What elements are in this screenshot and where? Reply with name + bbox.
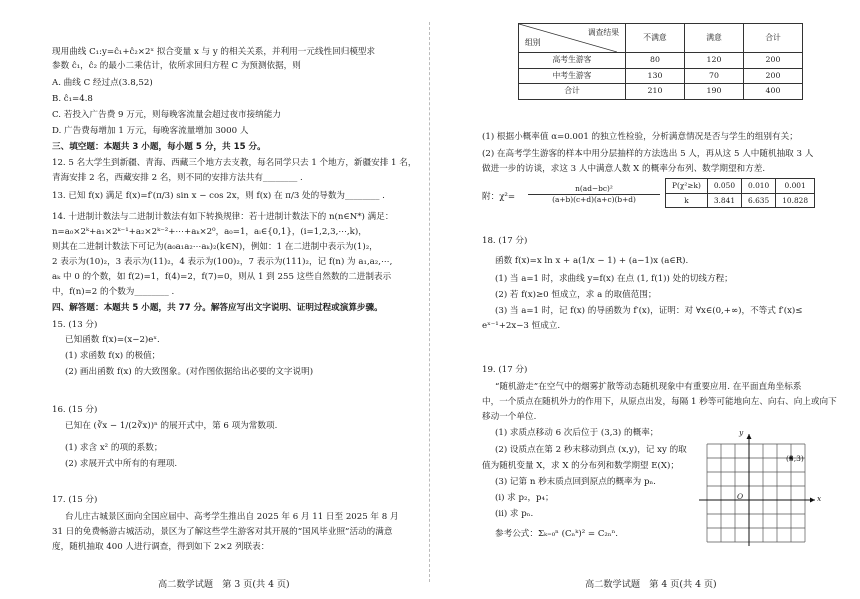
- q19-part-2: (2) 设质点在第 2 秒末移动到点 (x,y)，记 xy 的取: [495, 445, 687, 455]
- q19-part-3: (3) 记第 n 秒末质点回到原点的概率为 pₙ.: [495, 477, 656, 487]
- q18-part-1: (1) 当 a=1 时，求曲线 y=f(x) 在点 (1, f(1)) 处的切线方程；: [495, 274, 733, 284]
- table-cell: 400: [744, 84, 803, 100]
- corner-top-label: 调查结果: [587, 28, 619, 37]
- q17-text-line: 31 日的免费畅游古城活动，景区为了解这些学生游客对其开展的“国风毕业照”活动的满意: [52, 527, 393, 537]
- option-a: A. 曲线 C 经过点(3.8,52): [52, 78, 153, 88]
- x-axis-arrow: [810, 498, 815, 503]
- q18-heading: 18. (17 分): [482, 236, 528, 246]
- q13-text: 13. 已知 f(x) 满足 f(x)=f′(π/3) sin x − cos 2x，则 f(x) 在 π/3 处的导数为________ .: [52, 191, 385, 201]
- critical-value-table: [665, 178, 815, 208]
- page-4: [430, 0, 860, 599]
- option-c: C. 若投入广告费 9 万元，则每晚客流量会超过夜市接纳能力: [52, 110, 281, 120]
- table-header: 不满意: [626, 24, 685, 53]
- contingency-table: [518, 23, 803, 100]
- q17-text-line: 度，随机抽取 400 人进行调查，得到如下 2×2 列联表：: [52, 542, 270, 552]
- page-footer: 高二数学试题 第 3 页(共 4 页): [158, 579, 290, 590]
- q19-stem: 中，一个质点在随机外力的作用下，从原点出发，每隔 1 秒等可能地向左、向右、向上或向下: [482, 397, 837, 407]
- q16-part-2: (2) 求展开式中所有的有理项.: [65, 459, 178, 469]
- table-cell: 80: [626, 53, 685, 69]
- origin-label: O: [737, 492, 744, 501]
- q11-text-line: 参数 ĉ₁，ĉ₂ 的最小二乘估计，依所求回归方程 C 为预测依据，则: [52, 61, 301, 71]
- y-axis-arrow: [747, 434, 752, 439]
- option-d: D. 广告费每增加 1 万元，每晚客流量增加 3000 人: [52, 126, 249, 136]
- section-fill-in-heading: 三、填空题：本题共 3 小题，每小题 5 分，共 15 分。: [52, 142, 266, 152]
- table-cell: 中考生游客: [519, 68, 626, 84]
- table-cell: k: [666, 193, 708, 208]
- table-cell: 0.010: [742, 179, 776, 194]
- q14-text-line: n=a₀×2ᵏ+a₁×2ᵏ⁻¹+a₂×2ᵏ⁻²+⋯+aₖ×2⁰，a₀=1，aᵢ∈{0,1}，(i=1,2,3,⋯,k)，: [52, 227, 367, 237]
- table-cell: 200: [744, 53, 803, 69]
- q17-part-2: (2) 在高考学生游客的样本中用分层抽样的方法选出 5 人，再从这 5 人中随机抽取 3 人: [482, 149, 814, 159]
- q18-part-3: (3) 当 a=1 时，记 f(x) 的导函数为 f′(x)，证明：对 ∀x∈(0,+∞)，不等式 f′(x)≤: [495, 306, 803, 316]
- table-header: 合计: [744, 24, 803, 53]
- q14-text-line: 中，f(n)=2 的个数为________ .: [52, 287, 175, 297]
- q17-heading: 17. (15 分): [52, 495, 98, 505]
- table-cell: 200: [744, 68, 803, 84]
- q15-part-2: (2) 画出函数 f(x) 的大致图象。(对作图依据给出必要的文字说明): [65, 367, 314, 377]
- x-axis-label: x: [817, 494, 822, 503]
- table-row: [519, 53, 803, 69]
- table-cell: 130: [626, 68, 685, 84]
- table-cell: 210: [626, 84, 685, 100]
- q14-text-line: 2 表示为(10)₂，3 表示为(11)₂，4 表示为(100)₂，7 表示为(111)₂，记 f(n) 为 a₁,a₂,⋯,: [52, 257, 393, 267]
- table-cell: P(χ²≥k): [666, 179, 708, 194]
- formula-numerator: n(ad−bc)²: [528, 184, 660, 195]
- q17-part-1: (1) 根据小概率值 α=0.001 的独立性检验，分析满意情况是否与学生的组别有关；: [482, 132, 798, 142]
- q19-stem: “随机游走”在空气中的烟雾扩散等动态随机现象中有重要应用. 在平面直角坐标系: [495, 382, 802, 392]
- q14-text-line: 14. 十进制计数法与二进制计数法有如下转换规律：若十进制计数法下的 n(n∈N*) 满足：: [52, 212, 394, 222]
- q19-part-2-cont: 值为随机变量 X，求 X 的分布列和数学期望 E(X)；: [482, 461, 679, 471]
- table-row: [666, 179, 815, 194]
- q15-heading: 15. (13 分): [52, 320, 98, 330]
- y-axis-label: y: [739, 428, 744, 437]
- table-cell: 高考生游客: [519, 53, 626, 69]
- table-cell: 120: [685, 53, 744, 69]
- random-walk-grid: [695, 430, 820, 546]
- table-row: [519, 84, 803, 100]
- q18-stem: 函数 f(x)=x ln x + a(1/x − 1) + (a−1)x (a∈R).: [495, 256, 689, 266]
- table-cell: 10.828: [776, 193, 815, 208]
- table-corner-cell: [519, 24, 626, 53]
- table-cell: 6.635: [742, 193, 776, 208]
- q11-text-line: 现用曲线 C₁:y=ĉ₁+ĉ₂×2ˣ 拟合变量 x 与 y 的相关关系，并利用一元线性回归模型求: [52, 47, 376, 57]
- table-cell: 70: [685, 68, 744, 84]
- page-footer: 高二数学试题 第 4 页(共 4 页): [585, 579, 717, 590]
- q12-text-line: 12. 5 名大学生到新疆、青海、西藏三个地方去支教，每名同学只去 1 个地方，新疆安排 1 名，: [52, 158, 417, 168]
- table-cell: 0.001: [776, 179, 815, 194]
- chi-square-formula: [528, 184, 660, 205]
- q15-stem: 已知函数 f(x)=(x−2)eˣ.: [65, 335, 160, 345]
- q16-heading: 16. (15 分): [52, 405, 98, 415]
- option-b: B. ĉ₁=4.8: [52, 94, 93, 104]
- section-answer-heading: 四、解答题：本题共 5 小题，共 77 分。解答应写出文字说明、证明过程或演算步骤。: [52, 303, 383, 313]
- q18-part-3-cont: eˣ⁻¹+2x−3 恒成立.: [482, 321, 561, 331]
- q18-part-2: (2) 若 f(x)≥0 恒成立，求 a 的取值范围；: [495, 290, 657, 300]
- q19-part-1: (1) 求质点移动 6 次后位于 (3,3) 的概率；: [495, 428, 659, 438]
- point-label: (3,3): [786, 454, 804, 463]
- q19-part-3-i: (i) 求 p₂，p₄；: [495, 493, 554, 503]
- q14-text-line: 则其在二进制计数法下可记为(a₀a₁a₂⋯aₖ)₂(k∈N)，例如：1 在二进制中表示为(1)₂，: [52, 242, 378, 252]
- formula-denominator: (a+b)(c+d)(a+c)(b+d): [552, 195, 636, 204]
- q14-text-line: aₖ 中 0 的个数，如 f(2)=1，f(4)=2，f(7)=0，则从 1 到 255 这些自然数的二进制表示: [52, 272, 392, 282]
- q15-part-1: (1) 求函数 f(x) 的极值；: [65, 351, 161, 361]
- table-cell: 190: [685, 84, 744, 100]
- reference-formula: 参考公式：Σₖ₌₀ⁿ (Cₙᵏ)² = C₂ₙⁿ.: [495, 529, 619, 539]
- table-row: [519, 68, 803, 84]
- corner-bottom-label: 组别: [525, 38, 541, 48]
- table-cell: 合计: [519, 84, 626, 100]
- q17-text-line: 台儿庄古城景区面向全国应届中、高考学生推出自 2025 年 6 月 11 日至 2025 年 8 月: [65, 512, 399, 522]
- table-cell: 0.050: [707, 179, 741, 194]
- q19-stem: 移动一个单位.: [482, 412, 537, 422]
- q19-heading: 19. (17 分): [482, 365, 528, 375]
- q16-stem: 已知在 (∛x − 1/(2∛x))ⁿ 的展开式中，第 6 项为常数项.: [65, 421, 278, 431]
- table-header: 满意: [685, 24, 744, 53]
- formula-label: 附：χ²=: [482, 192, 516, 202]
- q19-part-3-ii: (ii) 求 pₙ.: [495, 509, 534, 519]
- table-cell: 3.841: [707, 193, 741, 208]
- q12-text-line: 青海安排 2 名，西藏安排 2 名，则不同的安排方法共有________ .: [52, 173, 303, 183]
- q17-part-2-cont: 做进一步的访谈，求这 3 人中满意人数 X 的概率分布列、数学期望和方差.: [482, 164, 766, 174]
- q16-part-1: (1) 求含 x² 的项的系数；: [65, 443, 163, 453]
- table-row: [666, 193, 815, 208]
